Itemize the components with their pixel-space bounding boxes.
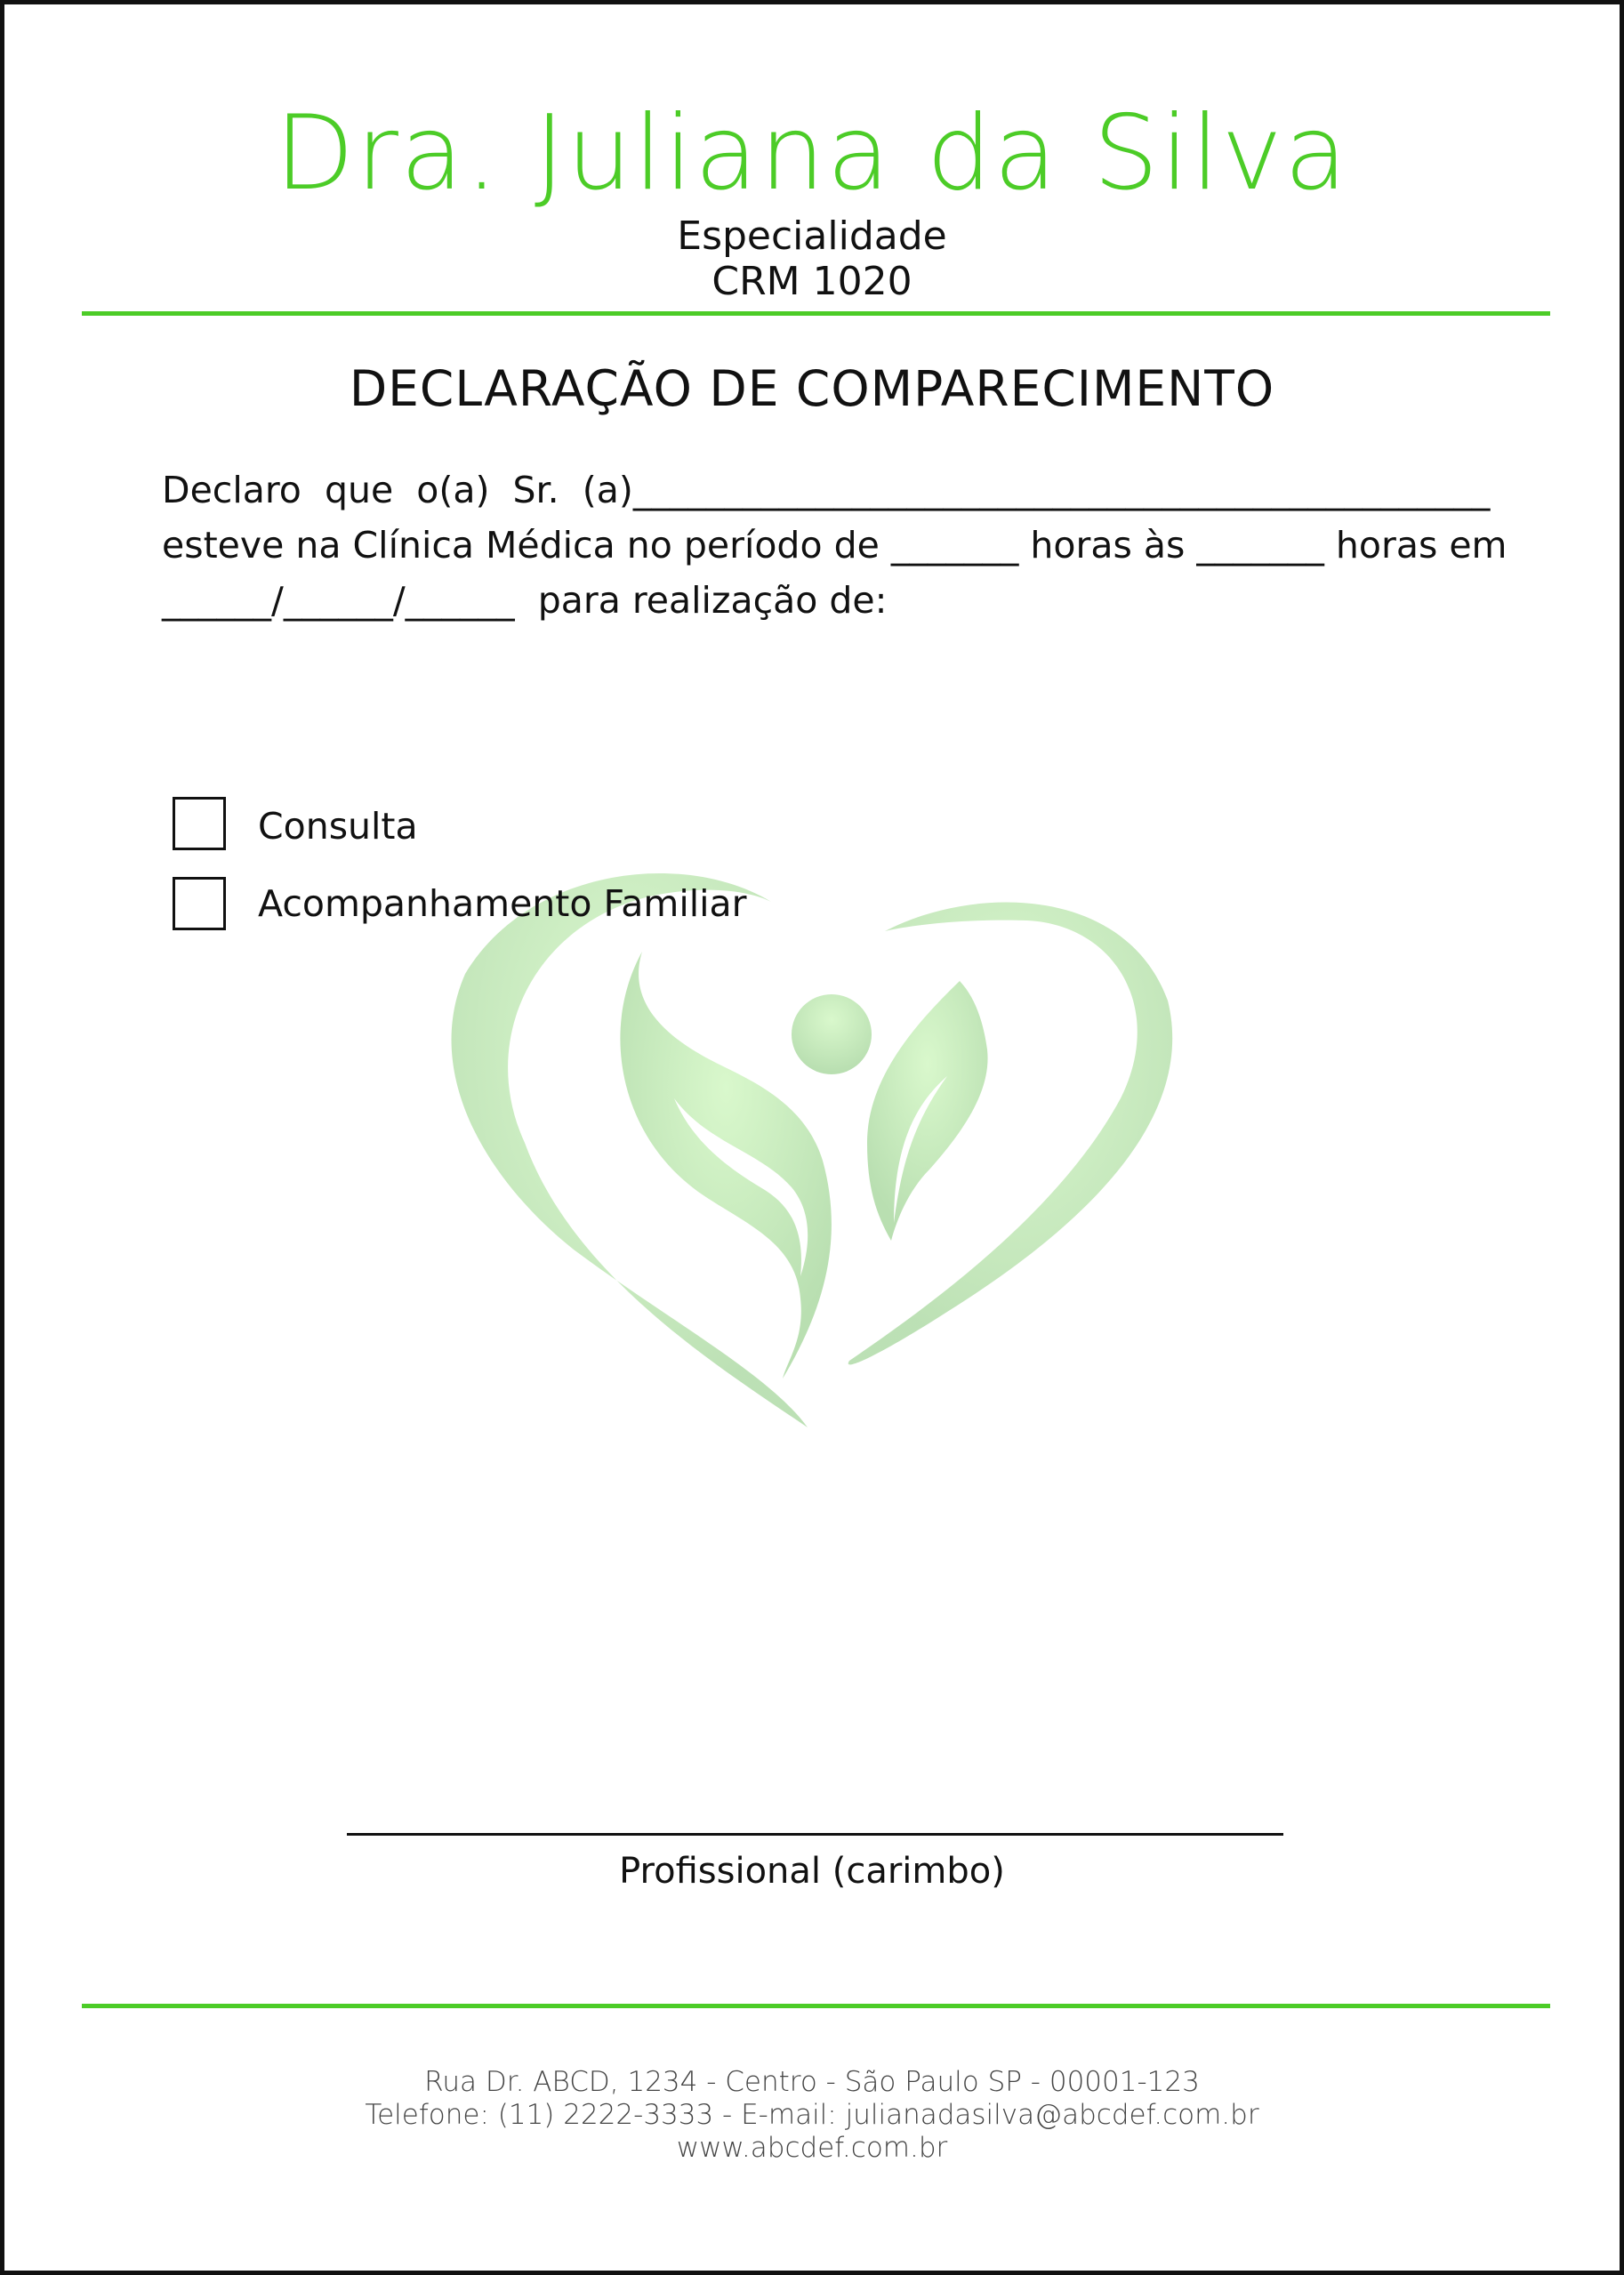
declaration-line-3: ______/______/______ para realização de: xyxy=(162,579,888,622)
document-title: DECLARAÇÃO DE COMPARECIMENTO xyxy=(349,360,1275,417)
doctor-name: Dra. Juliana da Silva xyxy=(274,93,1349,213)
heart-leaves-person-logo-icon xyxy=(449,849,1187,1436)
doctor-crm: CRM 1020 xyxy=(712,259,912,304)
acompanhamento-familiar-label: Acompanhamento Familiar xyxy=(258,882,747,925)
footer-address: Rua Dr. ABCD, 1234 - Centro - São Paulo SP - 00001-123 xyxy=(424,2066,1200,2098)
header-divider xyxy=(82,311,1550,316)
footer-contact: Telefone: (11) 2222-3333 - E-mail: julianadasilva@abcdef.com.br xyxy=(365,2099,1259,2131)
consulta-label: Consulta xyxy=(258,805,418,848)
consulta-checkbox[interactable] xyxy=(173,797,226,850)
footer-divider xyxy=(82,2004,1550,2008)
doctor-specialty: Especialidade xyxy=(677,213,947,259)
declaration-line-1: Declaro que o(a) Sr. (a)_______________________________________________ xyxy=(162,469,1491,511)
signature-line xyxy=(347,1833,1283,1836)
acompanhamento-familiar-checkbox[interactable] xyxy=(173,877,226,930)
signature-label: Profissional (carimbo) xyxy=(619,1851,1005,1892)
footer-website: www.abcdef.com.br xyxy=(676,2132,948,2164)
declaration-line-2: esteve na Clínica Médica no período de _______ horas às _______ horas em xyxy=(162,524,1507,567)
